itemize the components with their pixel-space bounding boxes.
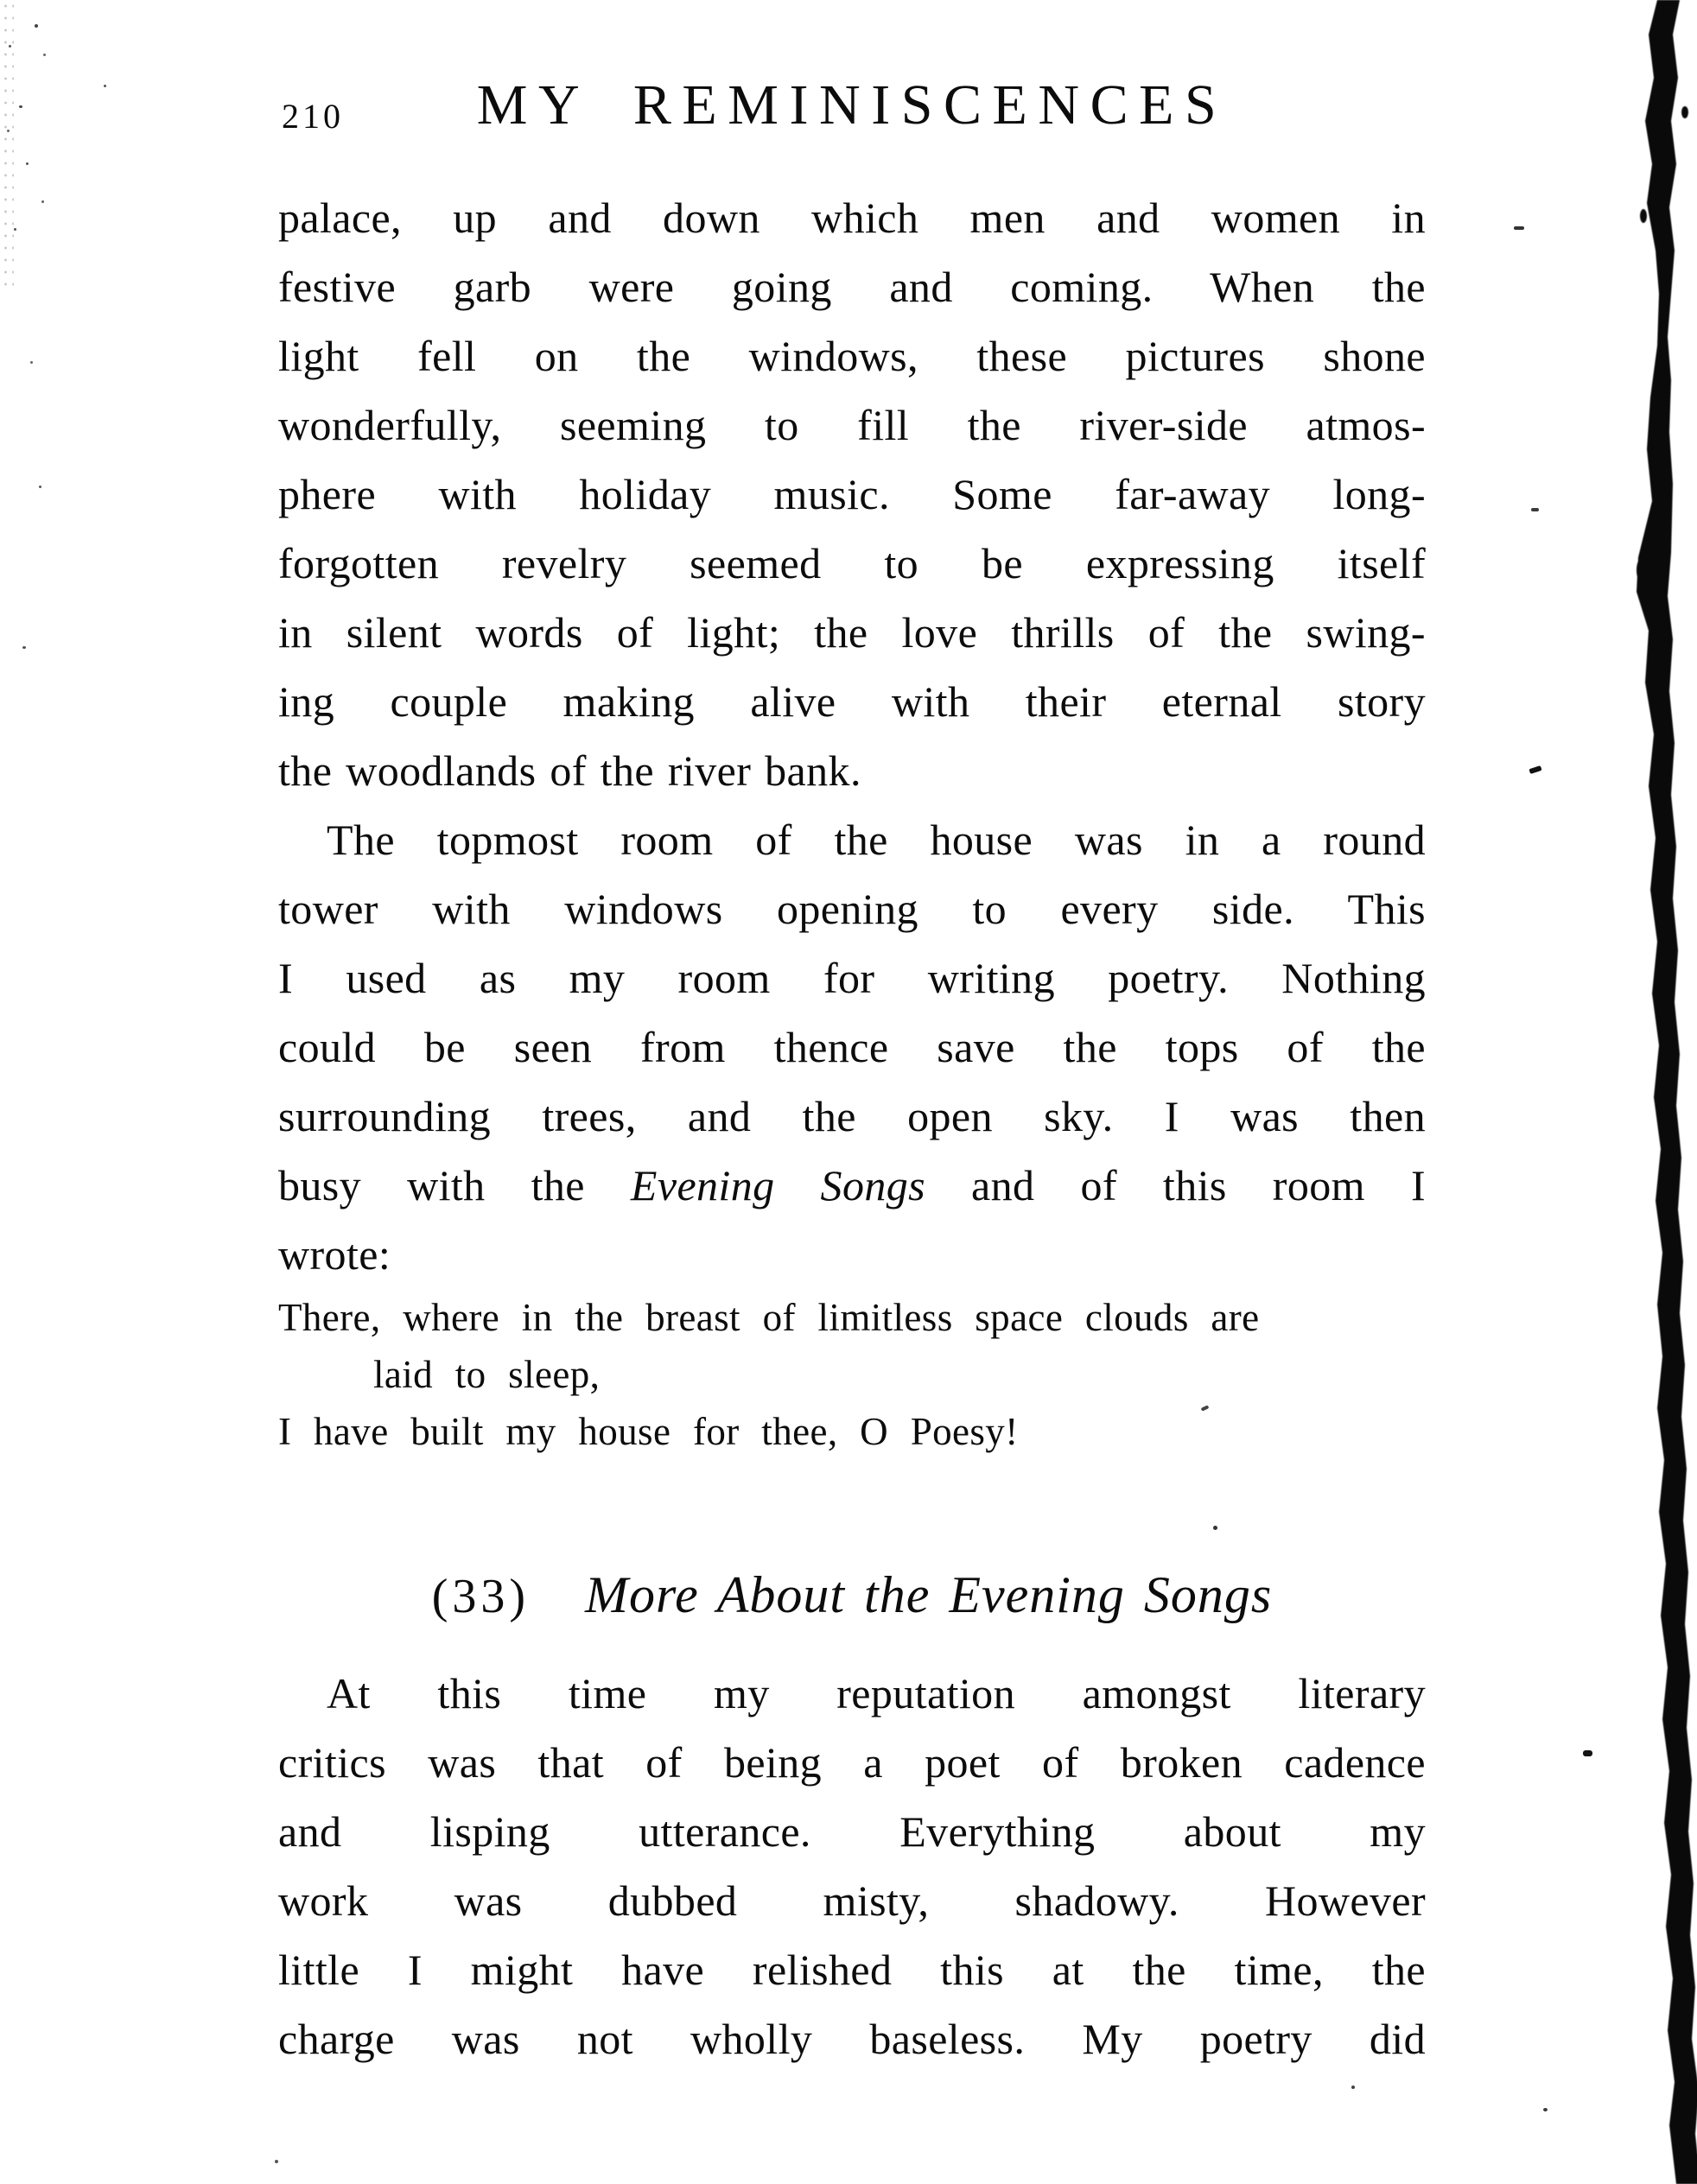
text-line: At this time my reputation amongst literary: [327, 1669, 1426, 1717]
text-line: light fell on the windows, these pictures shone: [278, 332, 1426, 380]
paragraph-1: [278, 183, 1426, 805]
text-line: little I might have relished this at the time, the: [278, 1946, 1426, 1994]
text-line: surrounding trees, and the open sky. I was then: [278, 1092, 1426, 1140]
text-run: busy with the: [278, 1161, 631, 1209]
scan-speck: [26, 162, 29, 165]
scan-speck: [9, 45, 11, 48]
scan-speck: [275, 2160, 278, 2163]
text-line: phere with holiday music. Some far-away long-: [278, 470, 1426, 518]
scan-speck: [22, 646, 26, 649]
text-line: [278, 1151, 1426, 1220]
scan-speck: [35, 24, 38, 28]
scan-speck: [1529, 765, 1541, 774]
scan-speck: [30, 361, 33, 364]
verse-line: laid to sleep,: [373, 1353, 601, 1396]
text-line: wonderfully, seeming to fill the river-side atmos-: [278, 401, 1426, 449]
scan-speck: [104, 85, 106, 87]
text-line: wrote:: [278, 1230, 391, 1279]
text-line: tower with windows opening to every side. This: [278, 885, 1426, 933]
section-heading: [278, 1560, 1426, 1629]
scan-edge-noise: [2, 0, 14, 294]
scan-speck: [1583, 1750, 1592, 1756]
scan-gutter-artifact: [1633, 0, 1697, 2184]
scan-speck: [7, 130, 10, 132]
scan-speck: [14, 228, 16, 231]
paragraph-2: [278, 805, 1426, 1289]
text-column: [278, 183, 1426, 2073]
text-line: critics was that of being a poet of broken cadence: [278, 1738, 1426, 1787]
scan-speck: [43, 54, 46, 56]
text-line: the woodlands of the river bank.: [278, 746, 861, 795]
scan-speck: [1351, 2086, 1355, 2089]
text-line: could be seen from thence save the tops of the: [278, 1023, 1426, 1071]
scan-speck: [39, 486, 41, 488]
text-line: work was dubbed misty, shadowy. However: [278, 1876, 1426, 1925]
text-line: festive garb were going and coming. When the: [278, 263, 1426, 311]
text-run: and of this room I: [925, 1161, 1426, 1209]
verse-line: There, where in the breast of limitless space clouds are: [278, 1296, 1260, 1339]
verse-line: I have built my house for thee, O Poesy!: [278, 1410, 1019, 1453]
section-number: (33): [431, 1570, 531, 1623]
text-line: in silent words of light; the love thrills of the swing-: [278, 608, 1426, 657]
scan-speck: [41, 200, 44, 203]
book-title-italic: Evening Songs: [630, 1161, 926, 1209]
running-title: MY REMINISCENCES: [476, 73, 1228, 136]
scan-speck: [1213, 1526, 1217, 1530]
verse-quotation: [278, 1289, 1426, 1460]
section-title: More About the Evening Songs: [585, 1566, 1273, 1623]
paragraph-3: [278, 1659, 1426, 2073]
scan-speck: [1531, 508, 1539, 511]
text-line: forgotten revelry seemed to be expressing itself: [278, 539, 1426, 587]
text-line: I used as my room for writing poetry. Nothing: [278, 954, 1426, 1002]
text-line: ing couple making alive with their eternal story: [278, 677, 1426, 726]
scan-speck: [1543, 2108, 1548, 2111]
text-line: palace, up and down which men and women in: [278, 194, 1426, 242]
text-line: charge was not wholly baseless. My poetry did: [278, 2015, 1426, 2063]
text-line: The topmost room of the house was in a round: [327, 816, 1426, 864]
page-number: 210: [282, 97, 344, 136]
scan-speck: [19, 105, 22, 108]
scan-speck: [1514, 226, 1524, 230]
text-line: and lisping utterance. Everything about my: [278, 1807, 1426, 1856]
